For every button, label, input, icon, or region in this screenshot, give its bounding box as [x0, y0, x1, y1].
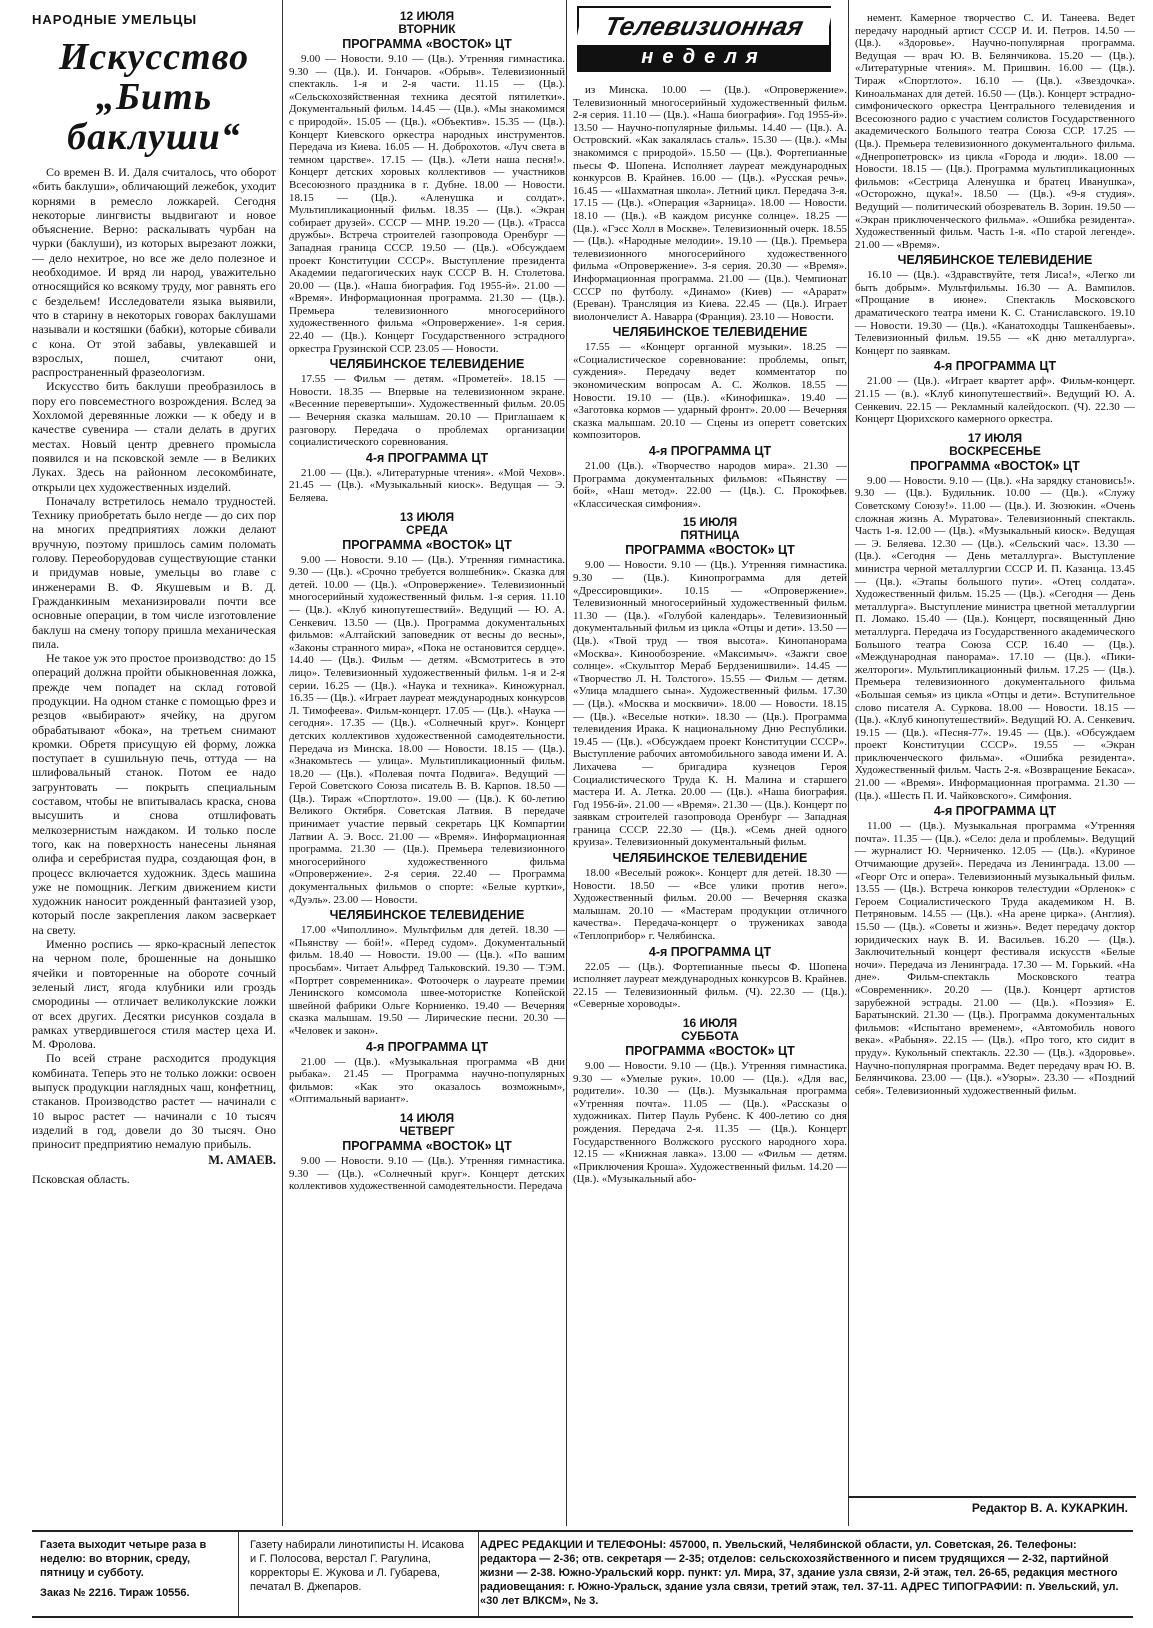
- day-date: 12 ИЮЛЯ: [399, 9, 455, 23]
- program-listing: немент. Камерное творчество С. И. Танеева. Ведет передачу народный артист СССР И. И. Петров. 14.50 — (Цв.). «Здоровье». Научно-популярная программа. Ведущая — врач Ю. В. Белянчикова. 15.20 — (Цв.). «Литературные чтения». М. Пришвин. 16.00 — (Цв.). Тираж «Спортлото». 16.10 — (Цв.). «Звездочка». Киноальманах для детей. 16.50 — (Цв.). Концерт эстрадно-симфонического оркестра Центрального телевидения и Всесоюзного радио с участием солистов Государственного академического Большого театра Союза ССР. 17.25 — (Цв.). Премьера телевизионного документального фильма. «Днепропетровск» из цикла «Города и люди». 18.00 — Новости. 18.15 — (Цв.). Программа мультипликационных фильмов: «Сестрица Аленушка и братец Иванушка», «Осторожно, щука!». 18.50 — (Цв.). «9-я студия». Ведущий — политический обозреватель В. Зорин. 19.50 — «Экран приключенческого фильма». «Ошибка резидента». Художественный фильм. Часть 1-я. «По старой легенде». 21.00 — «Время».: [855, 12, 1135, 251]
- program-listing: 9.00 — Новости. 9.10 — (Цв.). Утренняя гимнастика. 9.30 — (Цв.). «Солнечный круг». Концерт детских коллективов художественной самодеятельности. Передача: [289, 1154, 565, 1193]
- article-signature: М. АМАЕВ.: [208, 1153, 276, 1168]
- headline-line-1: Искусство: [58, 36, 250, 78]
- day-weekday: ВТОРНИК: [398, 22, 456, 36]
- program-heading: 4-я ПРОГРАММА ЦТ: [648, 944, 772, 959]
- program-heading: ЧЕЛЯБИНСКОЕ ТЕЛЕВИДЕНИЕ: [329, 908, 525, 923]
- program-heading: ЧЕЛЯБИНСКОЕ ТЕЛЕВИДЕНИЕ: [612, 325, 808, 340]
- program-heading: ЧЕЛЯБИНСКОЕ ТЕЛЕВИДЕНИЕ: [612, 851, 808, 866]
- article-region: Псковская область.: [32, 1172, 130, 1187]
- program-heading: 4-я ПРОГРАММА ЦТ: [933, 359, 1057, 374]
- editor-credit: Редактор В. А. КУКАРКИН.: [848, 1496, 1136, 1515]
- article-paragraph: Именно роспись — ярко-красный лепесток на черном поле, брошенные на донышко ячейки и повторенные на обороте сочный зеленый лист, ягода клубники или гроздь смородины — отличает великолукские ложки от всех других. Десятки рисунков создала в рамках утвердившегося стиля мастер цеха И. М. Фролова.: [32, 937, 276, 1052]
- program-listing: 9.00 — Новости. 9.10 — (Цв.). Утренняя гимнастика. 9.30 — (Цв.). «Срочно требуется волшебник». Сказка для детей. 10.00 — (Цв.). «Опровержение». Телевизионный многосерийный художественный фильм. 1-я серия. 11.10 — (Цв.). «Клуб кинопутешествий». Ведущий — Ю. А. Сенкевич. 13.50 — (Цв.). Программа документальных фильмов: «Алтайский заповедник от весны до весны», «Законы странного мира», «Пока не остановится сердце». 14.40 — (Цв.). Фильм — детям. «Всмотритесь в это лицо». Телевизионный художественный фильм. 1-я и 2-я серии. 16.25 — (Цв.). «Наука и техника». Киножурнал. 16.35 — (Цв.). «Играет лауреат международных конкурсов Л. Тимофеева». Фильм-концерт. 17.05 — (Цв.). «Наука — сегодня». 17.35 — (Цв.). «Солнечный круг». Концерт детских коллективов художественной самодеятельности. Передача из Минска. 18.00 — Новости. 18.15 — (Цв.). «Знакомьтесь — улица». Мультипликационный фильм. 18.20 — (Цв.). «Полевая почта Подвига». Ведущий — Герой Советского Союза писатель В. В. Карпов. 18.50 — (Цв.). Тираж «Спортлото». 19.00 — (Цв.). К 60-летию Великого Октября. Советская Латвия. В передаче принимает участие первый секретарь ЦК Компартии Латвии А. Э. Восс. 21.00 — «Время». Информационная программа. 21.30 — (Цв.). Премьера телевизионного многосерийного художественного фильма «Опровержение». 2-я серия. 22.40 — Программа документальных фильмов о спорте: «Белые куртки», «Дуэль». 23.00 — Новости.: [289, 553, 565, 906]
- program-heading: ПРОГРАММА «ВОСТОК» ЦТ: [342, 37, 512, 51]
- article-paragraph: Поначалу встретилось немало трудностей. Технику приобретать было негде — до сих пор на многих предприятиях ложки делают вручную, поэтому пришлось самим поломать голову. Переоборудовав существующие станки и придумав новые, умельцы во главе с инженерами В. Ф. Якушевым и В. Д. Гражданкиным механизировали почти все основные операции, в том числе изготовление баклуш на смену топору пришла механическая пила.: [32, 493, 276, 651]
- day-date: 13 ИЮЛЯ: [399, 509, 455, 524]
- program-listing: 9.00 — Новости. 9.10 — (Цв.). Утренняя гимнастика. 9.30 — «Умелые руки». 10.00 — (Цв.). «Для вас, родители». 10.30 — (Цв.). Музыкальная программа «Утренняя почта». 11.05 — (Цв.). «Рассказы о художниках. Питер Пауль Рубенс. К 400-летию со дня рождения. Передача 2-я. 11.35 — (Цв.). Концерт Государственного Волжского русского народного хора. 12.15 — «Книжная лавка». 13.00 — «Фильм — детям. «Приключения Кроша». Художественный фильм. 14.20 — (Цв.). «Музыкальный або-: [573, 1060, 847, 1186]
- article-paragraph: Со времен В. И. Даля считалось, что оборот «бить баклуши», обличающий лежебок, уходит корнями в ремесло ложкарей. Сегодня некоторые лингвисты выдвигают и новое объяснение. Верно: раскалывать чурбан на чурки (баклуши), из которых вырезают ложки,— дело нехитрое, но все же дело полезное и необходимое. И вряд ли народ, уважительно относящийся ко всякому труду, мог равнять его с бездельем! Исследователи языка выявили, что в старину в некоторых говорах баклушами называли и костяшки (бабки), которые сбивали с кона. От этой забавы, увлекавшей и взрослых, пошел, считают они, распространенный фразеологизм.: [32, 165, 276, 380]
- logo-title: Телевизионная: [575, 8, 833, 45]
- day-date: 14 ИЮЛЯ: [399, 1110, 455, 1125]
- day-weekday: ВОСКРЕСЕНЬЕ: [949, 443, 1041, 458]
- program-listing: 21.00 — (Цв.). «Музыкальная программа «В дни рыбака». 21.45 — Программа научно-популярных фильмов: «Как это оказалось возможным», «Оптимальный вариант».: [289, 1055, 565, 1106]
- program-listing: 17.55 — Фильм — детям. «Прометей». 18.15 — Новости. 18.35 — Впервые на телевизионном экране. «Весенние перевертыши». Художественный фильм. 20.05 — Вечерняя сказка малышам. 20.10 — Приглашаем к разговору. Передача о проблемах организации социалистического соревнования.: [289, 373, 565, 449]
- program-listing: 21.00 — (Цв.). «Литературные чтения». «Мой Чехов». 21.45 — (Цв.). «Музыкальный киоск». Ведущая — Э. Беляева.: [289, 466, 565, 504]
- article-headline: [32, 37, 276, 157]
- program-listing: 9.00 — Новости. 9.10 — (Цв.). «На зарядку становись!». 9.30 — (Цв.). Будильник. 10.00 — (Цв.). «Служу Советскому Союзу!». 11.00 — (Цв.). И. Зюзюкин. «Очень сложная жизнь А. Муратова». Телевизионный спектакль. Часть 1-я. 12.00 — (Цв.). «Музыкальный киоск». Ведущая — Э. Беляева. 12.30 — (Цв.). «Сельский час». 13.30 — (Цв.). «Сегодня — День металлурга». Выступление министра черной металлургии СССР И. П. Казанца. 13.45 — (Цв.). «Этапы большого пути». «Отец солдата». Художественный фильм. 15.25 — (Цв.). «Сегодня — День металлурга». Выступление министра цветной металлургии П. Ломако. 15.40 — (Цв.). Концерт, посвященный Дню металлурга. Передача из Государственного академического Большого театра Союза ССР. 16.40 — (Цв.). «Международная панорама». 17.10 — (Цв.). «Пики-желтороги». Мультипликационный фильм. 17.25 — (Цв.). Премьера телевизионного документального фильма «Большая семья» из цикла «Отцы и дети». Вступительное слово писателя А. Суркова. 18.00 — Новости. 18.15 — (Цв.). «Клуб кинопутешествий». Ведущий Ю. А. Сенкевич. 19.15 — (Цв.). «Песня-77». 19.45 — (Цв.). «Обсуждаем проект Конституции СССР». 19.55 — «Экран приключенческого фильма». «Ошибка резидента». Художественный фильм. Часть 2-я. «Возвращение Бекаса». 21.00 — «Время». Информационная программа. 21.30 — (Цв.). «Шесть П. И. Чайковского». Симфония.: [855, 474, 1135, 802]
- day-date: 16 ИЮЛЯ: [682, 1016, 738, 1030]
- day-weekday: СРЕДА: [406, 522, 448, 537]
- footer-schedule: [32, 1532, 239, 1616]
- program-listing: 9.00 — Новости. 9.10 — (Цв.). Утренняя гимнастика. 9.30 — (Цв.). И. Гончаров. «Обрыв». Телевизионный спектакль. 1-я и 2-я части. 11.15 — (Цв.). «Сельскохозяйственная техника десятой пятилетки». Документальный фильм. 14.45 — (Цв.). «Мы знакомимся с природой». 15.05 — (Цв.). «Объектив». 15.35 — (Цв.). Концерт Киевского оркестра народных инструментов. Передача из Киева. 16.05 — Н. Доброхотов. «Луч света в темном царстве». 17.15 — (Цв.). «Лети наша песня!». Концерт детских хоровых коллективов — участников Всесоюзного праздника в г. Дубне. 18.00 — Новости. 18.15 — (Цв.). «Аленушка и солдат». Мультипликационный фильм. 18.35 — (Цв.). «Экран собирает друзей». СССР — МНР. 19.20 — (Цв.). «Трасса дружбы». Встреча строителей газопровода Оренбург — Западная граница СССР. 19.50 — (Цв.). «Обсуждаем проект Конституции СССР». Выступление президента Академии педагогических наук СССР В. Н. Столетова. 20.00 — (Цв.). «Наша биография. Год 1955-й». 21.00 — «Время». Информационная программа. 21.30 — (Цв.). Премьера телевизионного многосерийного художественного фильма «Опровержение». 1-я серия. 22.40 — (Цв.). Концерт Государственного эстрадного оркестра Грузинской ССР. 23.05 — Новости.: [289, 53, 565, 355]
- program-heading: 4-я ПРОГРАММА ЦТ: [933, 804, 1057, 819]
- publication-schedule: Газета выходит четыре раза в неделю: во вторник, среду, пятницу и субботу.: [40, 1539, 207, 1579]
- program-heading: ЧЕЛЯБИНСКОЕ ТЕЛЕВИДЕНИЕ: [897, 253, 1093, 268]
- day-date: 15 ИЮЛЯ: [682, 515, 738, 530]
- article-paragraph: По всей стране расходится продукция комбината. Теперь это не только ложки: освоен выпуск продукции наглядных чаш, конфетниц, стаканов. Производство растет — начинали с 10 вырос растет — начинали с 10 тысяч изделий в год, довели до 30 тысяч. Оно приносит предприятию немалую прибыль.: [32, 1051, 276, 1152]
- article-paragraph: Не такое уж это простое производство: до 15 операций должна пройти обыкновенная ложка, прежде чем попадет на склад готовой продукции. На одном станке с помощью фрез и резцов «выбирают» ячейку, на другом обрабатывают «бока», на третьем снимают кромки. Обретя присущую ей форму, ложка поступает в сушильную печь, оттуда — на шлифовальный станок. Потом ее надо загрунтовать — покрыть специальным составом, чтобы не впитывалась краска, снова высушить и снова отшлифовать мелкозернистым наждаком. И только после того, как на поверхность нанесены льняная олифа и серебристая пудра, создающая фон, в процесс включается художник. Здесь машина уже не помощник. Легким движением кисти художник наносит рожденный фантазией узор, который после закрепления лаком засверкает на свету.: [32, 651, 276, 937]
- program-heading: ПРОГРАММА «ВОСТОК» ЦТ: [625, 543, 795, 558]
- program-listing: 18.00 «Веселый рожок». Концерт для детей. 18.30 — Новости. 18.50 — «Все улики против него». Художественный фильм. 20.00 — Вечерняя сказка малышам. 20.10 — «Мастерам продукции отличного качества». Передача-концерт о тружениках завода «Теплоприбор» г. Челябинска.: [573, 867, 847, 943]
- program-heading: ЧЕЛЯБИНСКОЕ ТЕЛЕВИДЕНИЕ: [329, 357, 525, 372]
- day-weekday: ЧЕТВЕРГ: [399, 1123, 455, 1138]
- program-heading: ПРОГРАММА «ВОСТОК» ЦТ: [342, 1138, 512, 1153]
- program-listing: 16.10 — (Цв.). «Здравствуйте, тетя Лиса!», «Легко ли быть добрым». Мультфильмы. 16.30 — А. Вампилов. «Прощание в июне». Спектакль Московского драматического театра имени К. С. Станиславского. 19.10 — Новости. 19.30 — (Цв.). «Канатоходцы Ташкенбаевы». Телевизионный фильм. 19.55 — «К дню металлурга». Концерт по заявкам.: [855, 269, 1135, 357]
- tv-schedule-column-3: [848, 0, 1135, 1526]
- tv-schedule-column-1: [282, 0, 565, 1526]
- footer-typesetters: Газету набирали линотиписты Н. Исакова и Г. Полосова, верстал Г. Рагулина, корректоры Е. Жукова и Л. Губарева, печатал В. Джепаров.: [242, 1532, 479, 1616]
- program-listing: 17.00 «Чиполлино». Мультфильм для детей. 18.30 — «Пьянству — бой!». «Перед судом». Документальный фильм. 18.40 — Новости. 19.00 — (Цв.). «По вашим просьбам». Читает Альфред Тальковский. 19.30 — ТЭМ. «Портрет современника». Фотоочерк о лауреате премии Ленинского комсомола швее-мотористке Копейской швейной фабрики Ольге Корниенко. 19.40 — Вечерняя сказка малышам. 19.50 — Лирические песни. 20.30 — «Человек и закон».: [289, 924, 565, 1037]
- day-date: 17 ИЮЛЯ: [967, 430, 1023, 445]
- program-heading: 4-я ПРОГРАММА ЦТ: [365, 450, 489, 465]
- day-weekday: ПЯТНИЦА: [680, 528, 740, 543]
- program-heading: 4-я ПРОГРАММА ЦТ: [365, 1039, 489, 1054]
- program-listing: 21.00 (Цв.). «Творчество народов мира». 21.30 — Программа документальных фильмов: «Пьянству — бой», «Наш метод». 22.00 — (Цв.). С. Прокофьев. «Классическая симфония».: [573, 460, 847, 510]
- headline-line-3: баклуши“: [67, 116, 241, 158]
- headline-line-2: „Бить: [95, 76, 213, 118]
- article-paragraph: Искусство бить баклуши преобразилось в пору его повсеместного возрождения. Вслед за Хохломой деревянные ложки — к обеду и в качестве сувенира — стали делать в других местах. Новый центр древнего промысла появился и на псковской земле — в Великих Луках. Здесь на районном лесокомбинате, открыли цех художественных изделий.: [32, 379, 276, 494]
- program-listing: 11.00 — (Цв.). Музыкальная программа «Утренняя почта». 11.35 — (Цв.). «Село: дела и проблемы». Ведущий — журналист Ю. Черниченко. 12.05 — (Цв.). «Куриное Отчимающие друзей». Передача из Ленинграда. 13.00 — «Георг Отс и опера». Телевизионный музыкальный фильм. 13.55 — (Цв.). Встреча юнкоров телестудии «Орленок» с Героем Социалистического Труда академиком Н. В. Петряновым. 14.55 — (Цв.). «На арене цирка». (Англия). 15.50 — (Цв.). «Советы и жизнь». Ведет передачу доктор юридических наук В. И. Васильев. 16.20 — (Цв.). Заключительный концерт фестиваля искусств «Белые ночи». Передача из Ленинграда. 17.30 — М. Горький. «На дне». Фильм-спектакль Московского театра «Современник». 20.20 — (Цв.). Концерт артистов зарубежной эстрады. 21.00 — (Цв.). «Поэзия» Е. Баратынский. 21.30 — (Цв.). Программа документальных фильмов: «Испытано временем», «Автомобиль нового века». «Рабыня». 22.15 — (Цв.). «Про того, кто сидит в пруду». Кукольный спектакль. 22.30 — (Цв.). «Здоровье». Научно-популярная программа. Ведет передачу врач Ю. В. Белянчикова. 23.00 — (Цв.). «Узоры». 23.30 — «Поздний себя». Телевизионный художественный фильм.: [855, 820, 1135, 1097]
- footer-address: АДРЕС РЕДАКЦИИ И ТЕЛЕФОНЫ: 457000, п. Увельский, Челябинской области, ул. Советская, 26. Телефоны: редактора — 2-36; отв. секретаря — 2-35; отделов: сельскохозяйственного и писем трудящихся — 2-32, партийной жизни — 2-38. Южно-Уральский корр. пункт: ул. Мира, 37, здание узла связи, 2-й этаж, тел. 26-65, редакция местного радиовещания: г. Южно-Уральск, здание узла связи, третий этаж, тел. 37-11. АДРЕС ТИПОГРАФИИ: п. Увельский, ул. «30 лет ВЛКСМ», № 3.: [480, 1539, 1119, 1607]
- program-listing: 21.00 — (Цв.). «Играет квартет арф». Фильм-концерт. 21.15 — (в.). «Клуб кинопутешествий». Ведущий Ю. А. Сенкевич. 22.15 — Рекламный калейдоскоп. (Ч). 22.30 — Концерт Цюрихского камерного оркестра.: [855, 375, 1135, 426]
- tv-week-logo: [577, 6, 831, 72]
- masthead-footer: [32, 1530, 1133, 1618]
- tv-schedule-column-2: [566, 0, 847, 1526]
- logo-subtitle: неделя: [579, 45, 829, 70]
- article-column: [32, 0, 276, 1526]
- program-listing: 17.55 — «Концерт органной музыки». 18.25 — «Социалистическое соревнование: проблемы, опыт, суждения». Передачу ведет комментатор по экономическим вопросам А. С. Жолков. 18.55 — Новости. 19.10 — (Цв.). «Кинофишка». 19.40 — «Заготовка кормов — ударный фронт». 20.00 — Вечерняя сказка малышам. 20.10 — Сцены из оперетт советских композиторов.: [573, 341, 847, 442]
- program-heading: ПРОГРАММА «ВОСТОК» ЦТ: [625, 1044, 795, 1058]
- program-listing: 22.05 — (Цв.). Фортепианные пьесы Ф. Шопена исполняет лауреат международных конкурсов В. Крайнев. 22.15 — Телевизионный фильм. (Ч). 22.30 — (Цв.). «Северные хороводы».: [573, 960, 847, 1011]
- program-listing: из Минска. 10.00 — (Цв.). «Опровержение». Телевизионный многосерийный художественный фильм. 2-я серия. 11.10 — (Цв.). «Наша биография». Год 1955-й». 13.50 — Научно-популярные фильмы. 14.40 — (Цв.). А. Островский. «Как закалялась сталь». 15.30 — (Цв.). «Мы знакомимся с природой». 15.50 — (Цв.). Фортепианные пьесы Ф. Шопена. Исполняет лауреат международных конкурсов В. Крайнев. 16.00 — (Цв.). «Русская речь». 16.45 — «Шахматная школа». Летний цикл. Передача 3-я. 17.15 — (Цв.). «Операция «Зарница». 18.00 — Новости. 18.10 — (Цв.). «В каждом рисунке солнце». 18.25 — (Цв.). «Гэсс Холл в Москве». Телевизионный очерк. 18.55 — (Цв.). «Народные мелодии». 19.10 — (Цв.). Премьера телевизионного многосерийного художественного фильма «Опровержение». 3-я серия. 20.30 — «Время». Информационная программа. 21.00 — (Цв.). Чемпионат СССР по футболу. «Динамо» (Киев) — «Арарат» (Ереван). Трансляция из Киева. 22.45 — (Цв.). Играет виолончелист А. Наварра (Франция). 23.10 — Новости.: [573, 84, 847, 323]
- program-heading: 4-я ПРОГРАММА ЦТ: [648, 444, 772, 459]
- program-heading: ПРОГРАММА «ВОСТОК» ЦТ: [910, 458, 1080, 473]
- rubric-label: НАРОДНЫЕ УМЕЛЬЦЫ: [32, 12, 198, 27]
- article-body: [32, 165, 276, 1151]
- program-listing: 9.00 — Новости. 9.10 — (Цв.). Утренняя гимнастика. 9.30 — (Цв.). Кинопрограмма для детей «Дрессировщики». 10.15 — «Опровержение». Телевизионный многосерийный художественный фильм. 11.30 — (Цв.). «Голубой календарь». Телевизионный документальный фильм из цикла «Отцы и дети». 13.50 — (Цв.). «Твой труд — твоя высота». Кинопанорама «Москва». Кинообозрение. «Максимыч». «Зажги свое солнце». «Скульптор Мераб Бердзенишвили». 14.45 — «Творчество Л. Н. Толстого». 15.55 — Фильм — детям. «Улица младшего сына». Художественный фильм. 17.30 — (Цв.). «Москва и москвичи». 18.00 — Новости. 18.15 — (Цв.). «Веселые нотки». 18.30 — (Цв.). Программа телевидения Ирака. К национальному Дню Республики. 19.45 — (Цв.). «Обсуждаем проект Конституции СССР». Выступление рабочих автомобильного завода имени И. А. Лихачева — бригадира кузнецов Героя Социалистического Труда К. Н. Малина и старшего мастера И. А. Летка. 20.00 — (Цв.). «Наша биография. Год 1956-й». 21.00 — «Время». 21.30 — (Цв.). Концерт по заявкам строителей газопровода Оренбург — Западная граница СССР. 22.30 — (Цв.). «Семь дней одного круиза». Телевизионный документальный фильм.: [573, 559, 847, 849]
- print-order: Заказ № 2216. Тираж 10556.: [40, 1587, 190, 1599]
- day-weekday: СУББОТА: [681, 1029, 739, 1043]
- program-heading: ПРОГРАММА «ВОСТОК» ЦТ: [342, 537, 512, 552]
